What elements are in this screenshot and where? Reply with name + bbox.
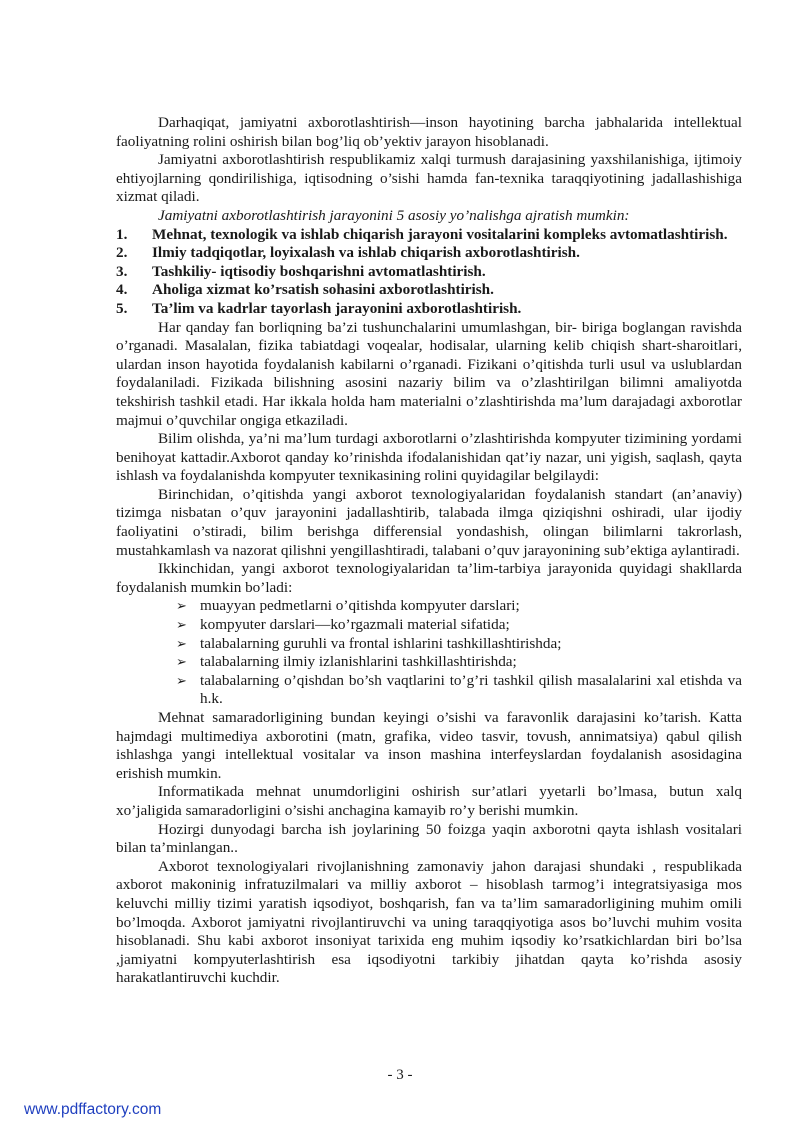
list-item-text: talabalarning ilmiy izlanishlarini tashkillashtirishda; [200, 653, 517, 671]
list-item-text: talabalarning o’qishdan bo’sh vaqtlarini to’g’ri tashkil qilish masalalarini xal etishda va h.k. [200, 671, 742, 708]
arrow-bullet-icon: ➢ [176, 598, 187, 614]
paragraph: Hozirgi dunyodagi barcha ish joylarining 50 foizga yaqin axborotni qayta ishlash vositalari bilan ta’minlangan.. [116, 820, 742, 857]
list-item-text: Mehnat, texnologik va ishlab chiqarish jarayoni vositalarini kompleks avtomatlashtirish. [152, 225, 728, 243]
list-number: 5. [116, 299, 128, 317]
paragraph: Birinchidan, o’qitishda yangi axborot texnologiyalaridan foydalanish standart (an’anaviy) tizimga nisbatan o’quv jarayonini jadallashtirib, talabada ilmga qiziqishni oshiradi, ular ijodiy faoliyatini o’stiradi, bilim berishga differensial yondashish, olingan bilimlarni takrorlash, mustahkamlash va nazorat qilishni yengillashtiradi, talabani o’quv jarayonining sub’ektiga aylantiradi. [116, 485, 742, 559]
list-item [116, 672, 742, 709]
list-item-text: Ilmiy tadqiqotlar, loyixalash va ishlab chiqarish axborotlashtirish. [152, 244, 580, 262]
list-number: 3. [116, 262, 128, 280]
paragraph: Har qanday fan borliqning ba’zi tushunchalarini umumlashgan, bir- biriga boglangan ravishda o’rganadi. Masalalan, fizika tabiatdagi voqealar, hodisalar, ularning kelib chiqish shart-sharoitlari, ulardan inson hayotida foydalanish kabilarni o’rganadi. Fizikani o’qitishda turli usul va uslublardan foydalaniladi. Fizikada bilishning asosini nazariy bilim va o’zlashtirilgan bilimni amaliyotda tekshirish tashkil etadi. Har ikkala holda ham materialni o’zlashtirishda ma’lum darajadagi axborotlar majmui o’quvchilar ongiga etkaziladi. [116, 318, 742, 429]
list-item [116, 263, 742, 282]
list-number: 4. [116, 281, 128, 299]
paragraph: Darhaqiqat, jamiyatni axborotlashtirish—inson hayotining barcha jabhalarida intellektual faoliyatning rolini oshirish bilan bog’liq ob’yektiv jarayon hisoblanadi. [116, 114, 742, 150]
arrow-bullet-icon: ➢ [176, 635, 187, 651]
list-item [116, 597, 742, 616]
list-item [116, 635, 742, 654]
list-item [116, 616, 742, 635]
list-item [116, 300, 742, 319]
list-intro: Jamiyatni axborotlashtirish jarayonini 5 asosiy yo’nalishga ajratish mumkin: [158, 206, 630, 224]
arrow-bullet-icon: ➢ [176, 672, 187, 688]
list-item-text: Tashkiliy- iqtisodiy boshqarishni avtomatlashtirish. [152, 262, 486, 280]
list-item [116, 281, 742, 300]
list-item-text: kompyuter darslari—ko’rgazmali material sifatida; [200, 616, 510, 634]
paragraph: Informatikada mehnat unumdorligini oshirish sur’atlari yyetarli bo’lmasa, butun xalq xo’jaligida samaradorligini o’sishi anchagina kamayib ro’y berishi mumkin. [116, 783, 742, 819]
list-number: 1. [116, 225, 128, 243]
list-number: 2. [116, 244, 128, 262]
list-item-text: talabalarning guruhli va frontal ishlarini tashkillashtirishda; [200, 634, 562, 652]
list-item-text: muayyan pedmetlarni o’qitishda kompyuter darslari; [200, 597, 520, 615]
pdffactory-link[interactable]: www.pdffactory.com [24, 1101, 162, 1118]
arrow-bullet-icon: ➢ [176, 654, 187, 670]
list-item [116, 226, 742, 245]
directions-list [116, 226, 742, 319]
list-item [116, 653, 742, 672]
document-body [116, 114, 742, 988]
list-item-text: Aholiga xizmat ko’rsatish sohasini axborotlashtirish. [152, 281, 494, 299]
list-item [116, 244, 742, 263]
paragraph: Mehnat samaradorligining bundan keyingi o’sishi va faravonlik darajasini ko’tarish. Katta hajmdagi multimediya axborotini (matn, grafika, video tasvir, tovush, annimatsiya) qabul qilish ishlashga yangi intellektual vositalar va inson mashina interfeyslardan foydalanish asosidagina erishish mumkin. [116, 709, 742, 782]
paragraph: Bilim olishda, ya’ni ma’lum turdagi axborotlarni o’zlashtirishda kompyuter tizimining yordami benihoyat kattadir.Axborot qanday ko’rinishda ifodalanishidan qat’iy nazar, uni yigish, saqlash, qayta ishlash va foydalanishda kompyuter texnikasining rolini quyidagilar belgilaydi: [116, 430, 742, 485]
paragraph: Ikkinchidan, yangi axborot texnologiyalaridan ta’lim-tarbiya jarayonida quyidagi shakllarda foydalanish mumkin bo’ladi: [116, 560, 742, 596]
paragraph: Jamiyatni axborotlashtirish respublikamiz xalqi turmush darajasining yaxshilanishiga, ijtimoiy ehtiyojlarning qondirilishiga, iqtisodning o’sishi hamda fan-texnika taraqqiyotining jadallashishiga xizmat qiladi. [116, 151, 742, 206]
list-item-text: Ta’lim va kadrlar tayorlash jarayonini axborotlashtirish. [152, 299, 522, 317]
paragraph: Axborot texnologiyalari rivojlanishning zamonaviy jahon darajasi shundaki , respublikada axborot makoninig infratuzilmalari va milliy axborot – hisoblash tarmog’i integratsiyasiga mos keluvchi milliy tizimi yaratish iqsodiyot, boshqarish, fan va ta’lim samaradorligining muhim omili bo’lmoqda. Axborot jamiyatni rivojlantiruvchi va uning taraqqiyotiga asos bo’luvchi muhim vosita hisoblanadi. Shu kabi axborot insoniyat tarixida eng muhim iqsodiy ko’rsatkichlardan biri bo’lsa ,jamiyatni kompyuterlashtirish esa iqsodiyotni tarkibiy jihatdan qayta ko’rishda asosiy harakatlantiruvchi kuchdir. [116, 857, 742, 987]
forms-list [116, 597, 742, 709]
arrow-bullet-icon: ➢ [176, 617, 187, 633]
page-number: - 3 - [387, 1067, 413, 1083]
